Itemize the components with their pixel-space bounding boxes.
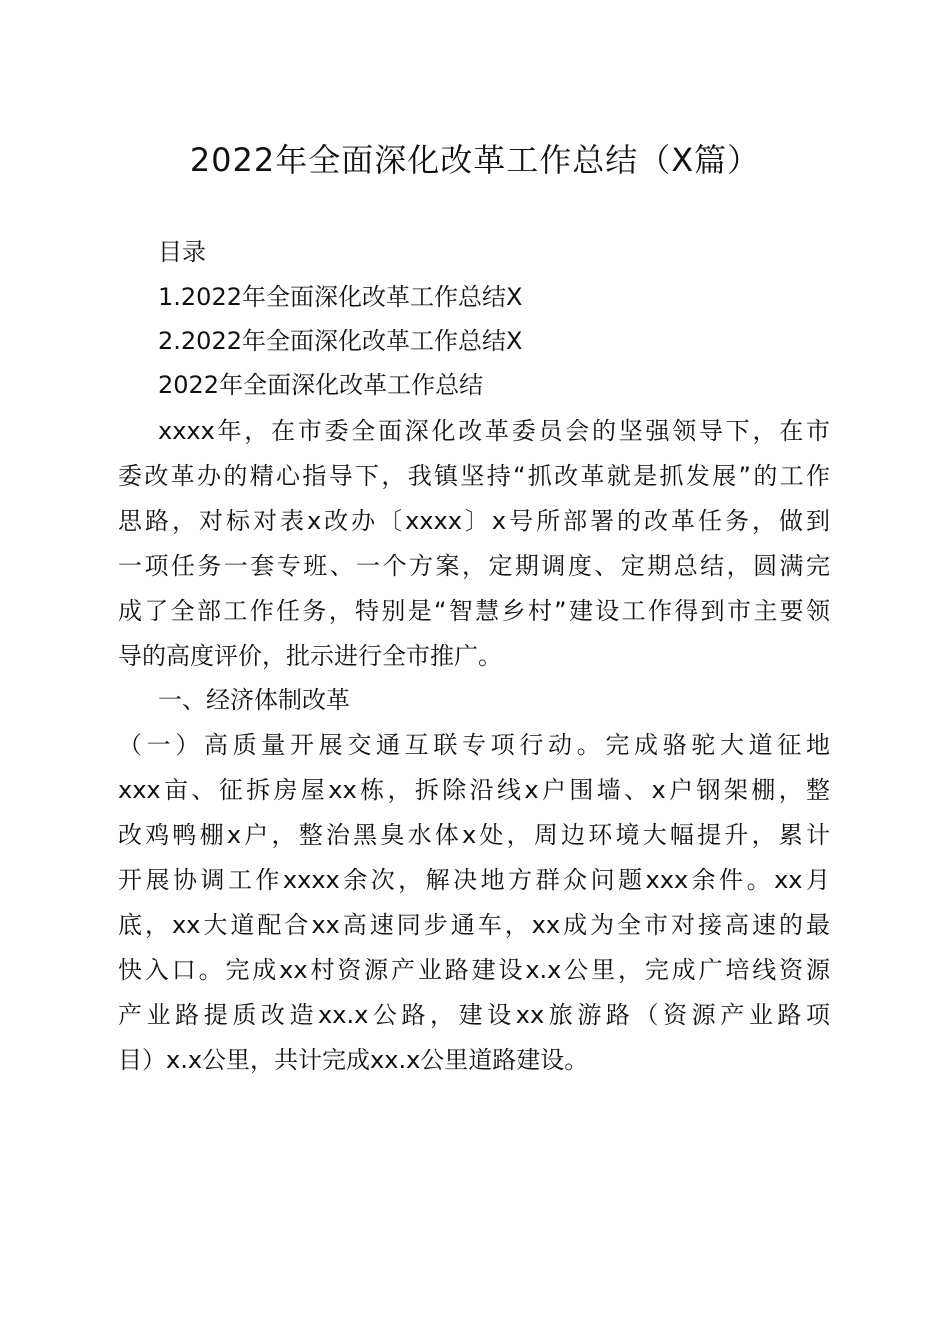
- intro-line: 导的高度评价，批示进行全市推广。: [118, 642, 502, 670]
- paragraph-line: 开展协调工作xxxx余次，解决地方群众问题xxx余件。xx月: [118, 866, 830, 894]
- paragraph-line: 底，xx大道配合xx高速同步通车，xx成为全市对接高速的最: [118, 911, 830, 939]
- toc-item-2: 2.2022年全面深化改革工作总结X: [158, 327, 523, 355]
- paragraph-line: 改鸡鸭棚x户，整治黑臭水体x处，周边环境大幅提升，累计: [118, 821, 830, 849]
- intro-line: 成了全部工作任务，特别是“智慧乡村”建设工作得到市主要领: [118, 597, 830, 625]
- paragraph-line: 目）x.x公里，共计完成xx.x公里道路建设。: [118, 1046, 589, 1074]
- section-heading-1: 一、经济体制改革: [158, 686, 350, 714]
- paragraph-line: 快入口。完成xx村资源产业路建设x.x公里，完成广培线资源: [118, 956, 830, 984]
- section-title: 2022年全面深化改革工作总结: [158, 371, 484, 399]
- paragraph-line: xxx亩、征拆房屋xx栋，拆除沿线x户围墙、x户钢架棚，整: [118, 776, 830, 804]
- paragraph-line: 产业路提质改造xx.x公路，建设xx旅游路（资源产业路项: [118, 1001, 830, 1029]
- intro-line: 委改革办的精心指导下，我镇坚持“抓改革就是抓发展”的工作: [118, 462, 830, 490]
- document-title: 2022年全面深化改革工作总结（X篇）: [189, 141, 761, 179]
- toc-item-1: 1.2022年全面深化改革工作总结X: [158, 283, 523, 311]
- intro-line: xxxx年，在市委全面深化改革委员会的坚强领导下，在市: [158, 417, 830, 445]
- paragraph-line: （一）高质量开展交通互联专项行动。完成骆驼大道征地: [118, 731, 830, 759]
- toc-heading: 目录: [158, 238, 206, 266]
- intro-line: 一项任务一套专班、一个方案，定期调度、定期总结，圆满完: [118, 552, 830, 580]
- intro-line: 思路，对标对表x改办〔xxxx〕x号所部署的改革任务，做到: [118, 507, 830, 535]
